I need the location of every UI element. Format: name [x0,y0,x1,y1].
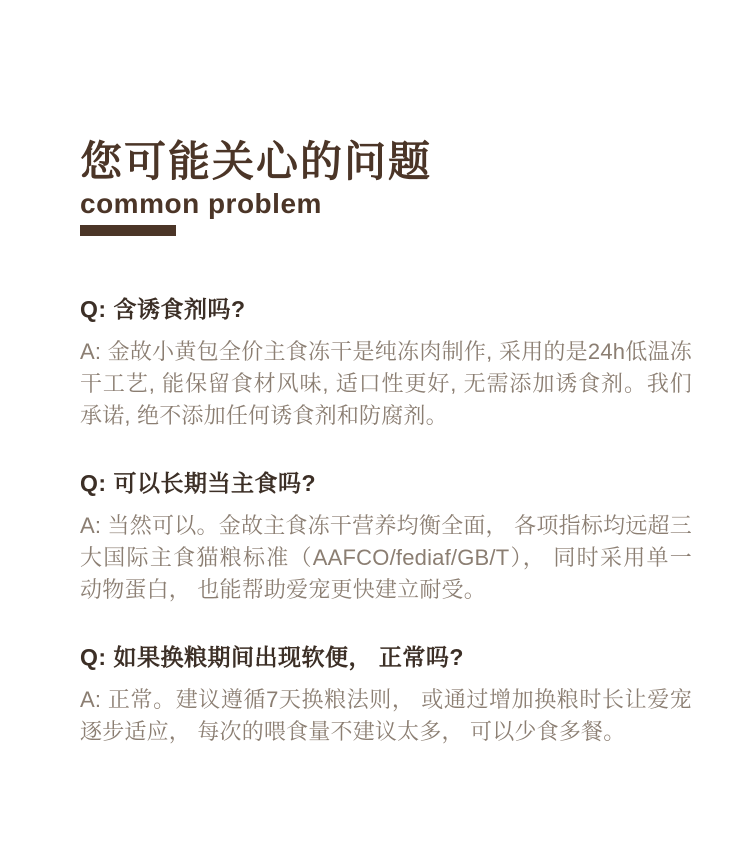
faq-question: Q: 如果换粮期间出现软便， 正常吗? [80,644,464,670]
section-title: 您可能关心的问题 [80,138,433,185]
faq-list [80,294,692,748]
faq-question: Q: 含诱食剂吗? [80,296,246,322]
faq-answer: A: 当然可以。金故主食冻干营养均衡全面， 各项指标均远超三大国际主食猫粮标准（AAFCO/fediaf/GB/T）， 同时采用单一动物蛋白， 也能帮助爱宠更快建立耐受。 [80,513,692,602]
faq-answer: A: 金故小黄包全价主食冻干是纯冻肉制作, 采用的是24h低温冻干工艺, 能保留食材风味, 适口性更好, 无需添加诱食剂。我们承诺, 绝不添加任何诱食剂和防腐剂。 [80,339,692,428]
accent-bar [80,225,176,236]
section-subtitle: common problem [80,188,322,219]
faq-item-staple-food [80,468,692,606]
faq-answer: A: 正常。建议遵循7天换粮法则， 或通过增加换粮时长让爱宠逐步适应， 每次的喂食量不建议太多， 可以少食多餐。 [80,687,692,744]
faq-item-soft-stool [80,642,692,748]
faq-item-attractants [80,294,692,432]
faq-question: Q: 可以长期当主食吗? [80,470,316,496]
section-header [80,138,692,236]
